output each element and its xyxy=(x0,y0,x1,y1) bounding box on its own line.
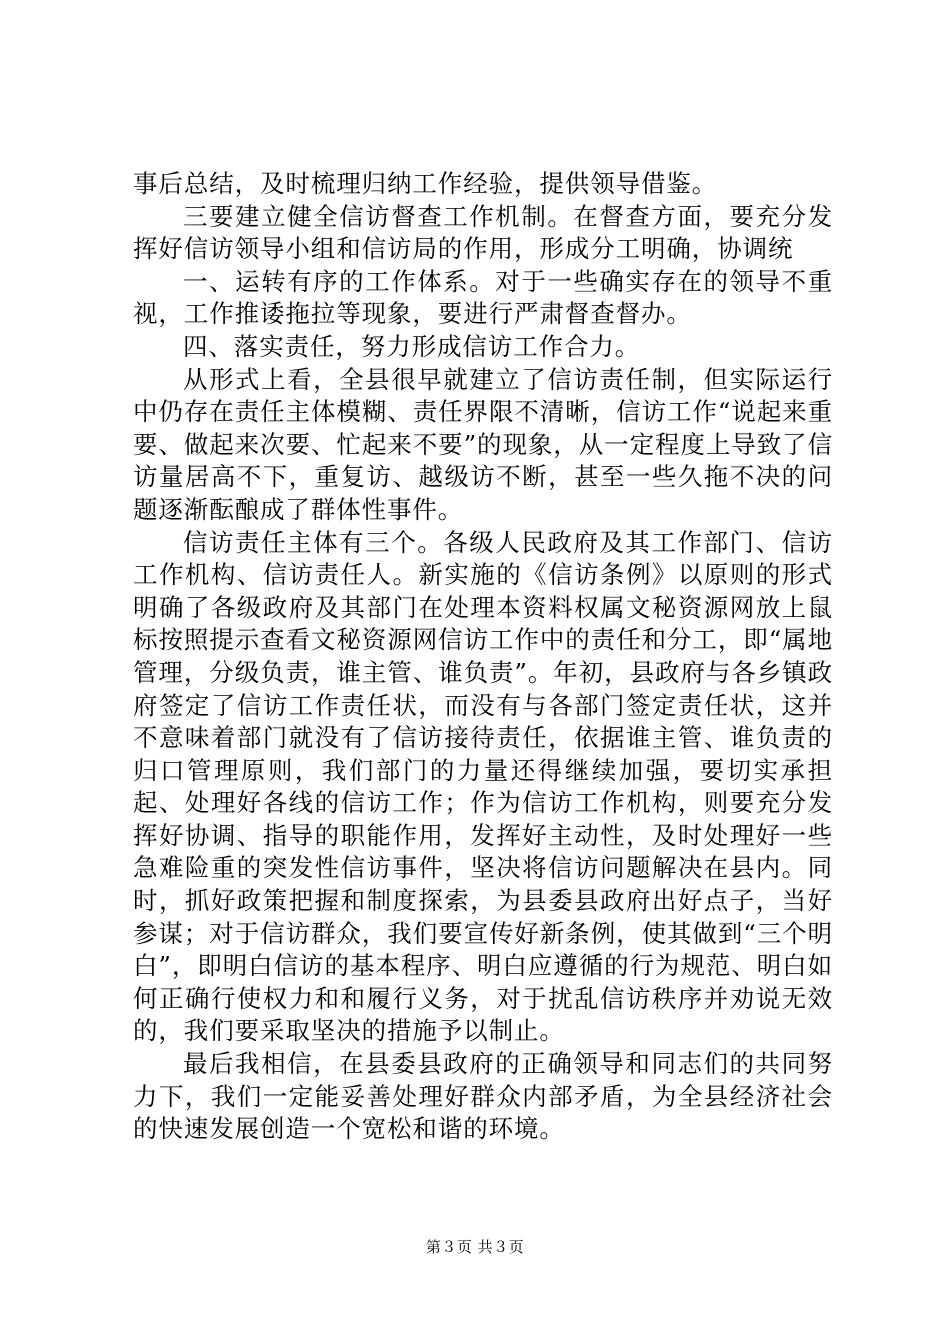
paragraph-5: 从形式上看，全县很早就建立了信访责任制，但实际运行中仍存在责任主体模糊、责任界限不清晰，信访工作“说起来重要、做起来次要、忙起来不要”的现象，从一定程度上导致了信访量居高不下，重复访、越级访不断，甚至一些久拖不决的问题逐渐酝酿成了群体性事件。 xyxy=(133,364,833,524)
page-number-label: 第３页 共３页 xyxy=(425,1238,525,1256)
paragraph-7: 最后我相信，在县委县政府的正确领导和同志们的共同努力下，我们一定能妥善处理好群众内部矛盾，为全县经济社会的快速发展创造一个宽松和谐的环境。 xyxy=(133,1049,833,1144)
paragraph-3: 一、运转有序的工作体系。对于一些确实存在的领导不重视，工作推诿拖拉等现象，要进行严肃督查督办。 xyxy=(133,266,833,329)
paragraph-6: 信访责任主体有三个。各级人民政府及其工作部门、信访工作机构、信访责任人。新实施的《信访条例》以原则的形式明确了各级政府及其部门在处理本资料权属文秘资源网放上鼠标按照提示查看文秘资源网信访工作中的责任和分工，即“属地管理，分级负责，谁主管、谁负责”。年初，县政府与各乡镇政府签定了信访工作责任状，而没有与各部门签定责任状，这并不意味着部门就没有了信访接待责任，依据谁主管、谁负责的归口管理原则，我们部门的力量还得继续加强，要切实承担起、处理好各线的信访工作；作为信访工作机构，则要充分发挥好协调、指导的职能作用，发挥好主动性，及时处理好一些急难险重的突发性信访事件，坚决将信访问题解决在县内。同时，抓好政策把握和制度探索，为县委县政府出好点子，当好参谋；对于信访群众，我们要宣传好新条例，使其做到“三个明白”，即明白信访的基本程序、明白应遵循的行为规范、明白如何正确行使权力和和履行义务，对于扰乱信访秩序并劝说无效的，我们要采取坚决的措施予以制止。 xyxy=(133,527,833,1046)
section-heading-4: 四、落实责任，努力形成信访工作合力。 xyxy=(183,331,641,361)
paragraph-1: 事后总结，及时梳理归纳工作经验，提供领导借鉴。 xyxy=(133,169,718,198)
document-body xyxy=(133,168,833,1146)
page-footer xyxy=(0,1237,950,1257)
paragraph-2: 三要建立健全信访督查工作机制。在督查方面，要充分发挥好信访领导小组和信访局的作用，形成分工明确，协调统 xyxy=(133,201,833,264)
